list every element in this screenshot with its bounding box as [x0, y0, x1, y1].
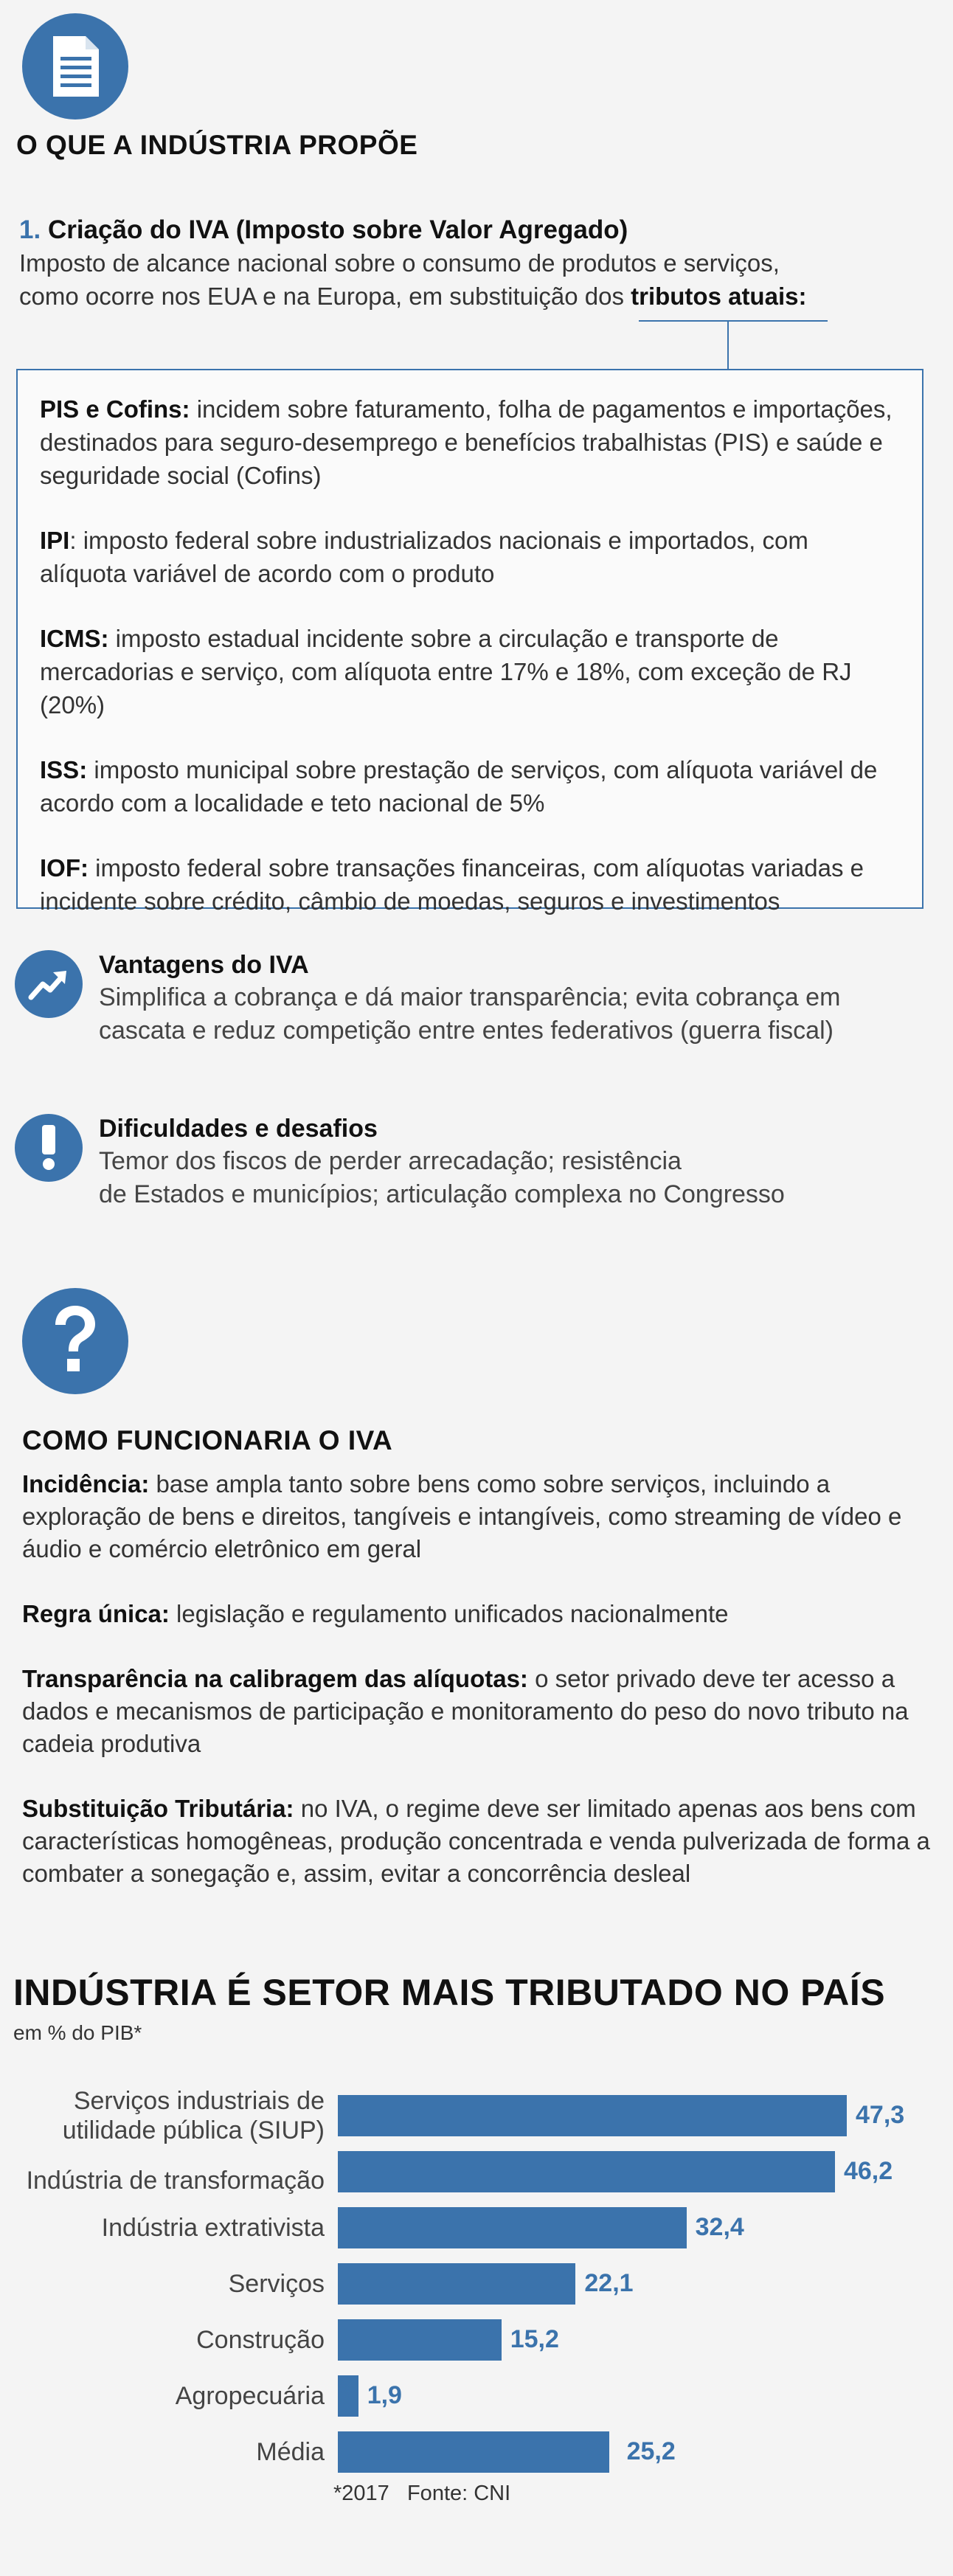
advantages-icon-circle — [15, 950, 83, 1018]
tax-item: IOF: imposto federal sobre transações financeiras, com alíquotas variadas e incidente sobre crédito, câmbio de moedas, seguros e investimentos — [40, 854, 864, 915]
howto-title: COMO FUNCIONARIA O IVA — [22, 1425, 393, 1455]
iva-description — [19, 246, 919, 313]
question-icon-circle — [22, 1288, 128, 1394]
iva-heading — [19, 215, 628, 245]
bar — [338, 2375, 358, 2417]
connector-vertical — [727, 320, 729, 369]
bar-category-label: Agropecuária — [175, 2382, 325, 2410]
page-title: O QUE A INDÚSTRIA PROPÕE — [16, 130, 418, 160]
iva-title: Criação do IVA (Imposto sobre Valor Agregado) — [47, 215, 628, 244]
bar — [338, 2263, 575, 2305]
bar-value-label: 25,2 — [626, 2437, 676, 2465]
bar-category-label: Serviços industriais de utilidade pública (SIUP) — [62, 2087, 325, 2144]
howto-item: Incidência: base ampla tanto sobre bens como sobre serviços, incluindo a exploração de bens e direitos, tangíveis e intangíveis, como streaming de vídeo e áudio e comércio eletrônico em geral — [22, 1470, 902, 1562]
document-icon-circle — [22, 13, 128, 120]
bar — [338, 2095, 847, 2136]
iva-line2: como ocorre nos EUA e na Europa, em substituição dos tributos atuais: — [19, 283, 807, 310]
bar-category-label: Média — [256, 2438, 325, 2466]
chart-footnote: *2017 Fonte: CNI — [333, 2482, 511, 2505]
iva-number: 1. — [19, 215, 41, 244]
difficulties-line1: Temor dos fiscos de perder arrecadação; resistência — [99, 1147, 682, 1175]
bar-value-label: 47,3 — [856, 2101, 905, 2129]
bar — [338, 2151, 835, 2192]
tax-item: IPI: imposto federal sobre industrializados nacionais e importados, com alíquota variável de acordo com o produto — [40, 527, 808, 587]
chart-title: INDÚSTRIA É SETOR MAIS TRIBUTADO NO PAÍS — [13, 1972, 886, 2013]
advantages-line2: cascata e reduz competição entre entes federativos (guerra fiscal) — [99, 1017, 834, 1045]
bar-chart — [0, 2080, 953, 2493]
bar-value-label: 32,4 — [695, 2213, 744, 2241]
difficulties-icon-circle — [15, 1114, 83, 1182]
bar-category-label: Construção — [196, 2326, 325, 2354]
trend-up-icon — [28, 968, 69, 1000]
tax-item: ICMS: imposto estadual incidente sobre a circulação e transporte de mercadorias e serviço, com alíquota entre 17% e 18%, com exceção de RJ (20%) — [40, 625, 852, 719]
tax-item: PIS e Cofins: incidem sobre faturamento, folha de pagamentos e importações, destinados para seguro-desemprego e benefícios trabalhistas (PIS) e saúde e seguridade social (Cofins) — [40, 395, 893, 489]
connector-horizontal — [639, 320, 828, 322]
document-icon — [47, 35, 103, 98]
chart-subtitle: em % do PIB* — [13, 2021, 142, 2044]
bar-value-label: 15,2 — [510, 2325, 559, 2353]
difficulties-title: Dificuldades e desafios — [99, 1115, 378, 1143]
bar-value-label: 22,1 — [584, 2269, 634, 2297]
advantages-line1: Simplifica a cobrança e dá maior transparência; evita cobrança em — [99, 983, 841, 1011]
bar-category-label: Indústria de transformação — [26, 2167, 325, 2195]
howto-list — [22, 1468, 940, 1890]
howto-item: Transparência na calibragem das alíquotas: o setor privado deve ter acesso a dados e mecanismos de participação e monitoramento do peso do novo tributo na cadeia produtiva — [22, 1665, 909, 1757]
question-icon — [51, 1304, 100, 1378]
bar — [338, 2431, 609, 2473]
bar-category-label: Serviços — [228, 2270, 325, 2298]
advantages-title: Vantagens do IVA — [99, 951, 309, 979]
bar — [338, 2207, 687, 2248]
advantages-block — [99, 949, 940, 1048]
exclamation-icon — [40, 1125, 58, 1171]
difficulties-block — [99, 1112, 940, 1211]
tax-list-box — [16, 369, 923, 915]
howto-item: Substituição Tributária: no IVA, o regime deve ser limitado apenas aos bens com características homogêneas, produção concentrada e venda pulverizada de forma a combater a sonegação e, assim, evitar a concorrência desleal — [22, 1795, 930, 1887]
bar-category-label: Indústria extrativista — [101, 2214, 325, 2242]
difficulties-line2: de Estados e municípios; articulação complexa no Congresso — [99, 1180, 785, 1208]
bar — [338, 2319, 502, 2361]
bar-value-label: 46,2 — [843, 2157, 893, 2185]
bar-value-label: 1,9 — [367, 2381, 402, 2409]
howto-item: Regra única: legislação e regulamento unificados nacionalmente — [22, 1600, 729, 1627]
iva-line2-bold: tributos atuais: — [631, 283, 807, 310]
tax-item: ISS: imposto municipal sobre prestação de serviços, com alíquota variável de acordo com a localidade e teto nacional de 5% — [40, 756, 878, 817]
iva-line1: Imposto de alcance nacional sobre o consumo de produtos e serviços, — [19, 249, 780, 277]
